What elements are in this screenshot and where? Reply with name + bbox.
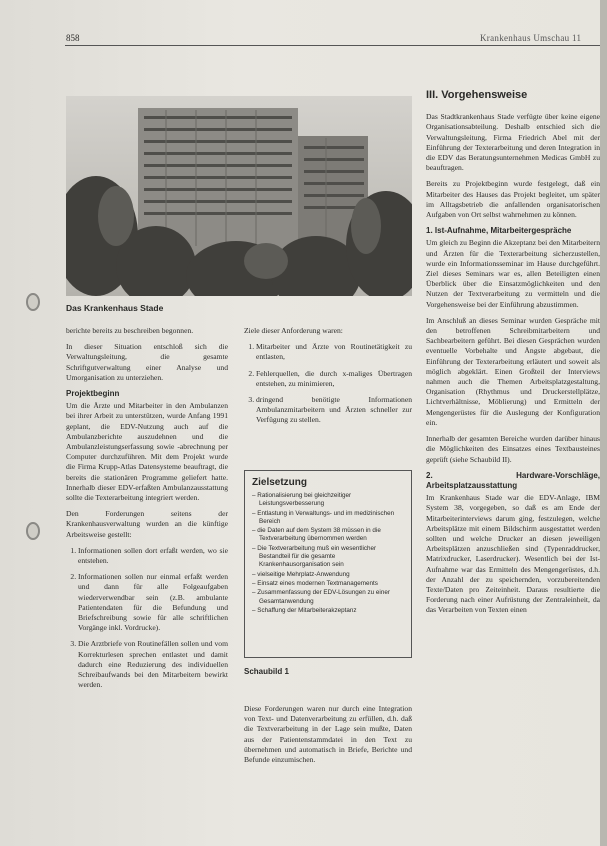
box-list [252, 492, 404, 615]
column-1 [66, 326, 228, 697]
paragraph: berichte bereits zu beschreiben begonnen. [66, 326, 194, 335]
paragraph: Den Forderungen seitens der Krankenhausverwaltung wurden an die künftige Arbeitsweise gestellt: [66, 509, 228, 539]
list-item: – vielseitige Mehrplatz-Anwendung [252, 571, 404, 579]
photo-caption: Das Krankenhaus Stade [66, 303, 164, 313]
paragraph: Im Anschluß an dieses Seminar wurden Gespräche mit den betroffenen Schreibmitarbeitern und Sachbearbeitern geführt. Bei diesen Gesprächen wurden eventuelle Vorbehalte und Ängste abgebaut, die Einführung der Texterarbeitung erläutert und soweit als möglich abgeklärt. Einen Großteil der Interviews nahmen auch die Themen Arbeitsplatzgestaltung, Organisation (Rhythmus und Druckerstellplätze, Lichtverhältnisse, Möblierung) und Ermitteln der Mengengerüstes für die Auslegung der Konfiguration ein. [426, 315, 600, 427]
zielsetzung-box [244, 470, 412, 658]
hospital-building-photo [66, 96, 412, 296]
figure-label: Schaubild 1 [244, 667, 289, 676]
paragraph: Bereits zu Projektbeginn wurde festgelegt, daß ein Mitarbeiter des Hauses das Projekt begleitet, um später im Alltagsbetrieb die anfallenden organisatorischen Aufgaben von Ort selbst wahrnehmen zu können. [426, 179, 600, 220]
list-item: – Zusammenfassung der EDV-Lösungen zu einer Gesamtanwendung [252, 589, 404, 606]
subsection-heading: 2. Hardware-Vorschläge, Arbeitsplatzausstattung [426, 470, 600, 490]
running-head: Krankenhaus Umschau 11 [480, 33, 582, 43]
paragraph: Innerhalb der gesamten Bereiche wurden darüber hinaus die Möglichkeiten des Einsatzes eines Textbausteines geprüft (siehe Schaubild II). [426, 434, 600, 464]
list-item: 3. Die Arztbriefe von Routinefällen sollen und vom Korrekturlesen sprechen entlastet und damit dadurch eine Reduzierung des individuellen Schreibaufwands bei den Mitarbeitern bewirkt werden. [78, 639, 228, 690]
list-item: 1. Mitarbeiter und Ärzte von Routinetätigkeit zu entlasten, [256, 342, 412, 362]
list-item: – Die Textverarbeitung muß ein wesentlicher Bestandteil für die gesamte Krankenhausorganisation sein [252, 545, 404, 570]
column-2-bottom [244, 704, 412, 771]
header-rule [65, 45, 600, 46]
column-2 [244, 326, 412, 432]
paragraph: Das Stadtkrankenhaus Stade verfügte über keine eigene Organisationsabteilung. Deshalb entschied sich die Verwaltungsleitung, Firma Friedrich Abel mit der Einführung der Texterarbeitung und deren Integration in die EDV das Beratungsunternehmen Medicas GmbH zu beauftragen. [426, 112, 600, 173]
list-item: 2. Fehlerquellen, die durch x-maliges Übertragen entstehen, zu minimieren, [256, 369, 412, 389]
list-item: 2. Informationen sollen nur einmal erfaßt werden und dann für alle Folgeaufgaben wiederverwendbar sein (z.B. ambulante Patientendaten für die Befundung und Briefschreibung sowie für alle schriftlichen Vorgänge inkl. Vordrucke). [78, 572, 228, 633]
subsection-heading: 1. Ist-Aufnahme, Mitarbeitergespräche [426, 226, 572, 236]
paragraph: In dieser Situation entschloß sich die Verwaltungsleitung, die gesamte Schriftgutverwaltung einer Analyse und Umorganisation zu unterziehen. [66, 342, 228, 382]
requirements-list [66, 546, 228, 691]
list-item: – die Daten auf dem System 38 müssen in die Textverarbeitung übernommen werden [252, 527, 404, 544]
binder-hole-top [26, 293, 40, 311]
list-item: – Entlastung in Verwaltungs- und im medizinischen Bereich [252, 510, 404, 527]
box-title: Zielsetzung [252, 477, 308, 488]
paragraph: Ziele dieser Anforderung waren: [244, 326, 343, 335]
column-3 [426, 90, 600, 622]
section-heading: Projektbeginn [66, 389, 120, 399]
list-item: – Schaffung der Mitarbeiterakzeptanz [252, 607, 404, 615]
list-item: – Rationalisierung bei gleichzeitiger Leistungsverbesserung [252, 492, 404, 509]
list-item: 3. dringend benötigte Informationen Ambulanzmitarbeitern und Ärzten schneller zur Verfügung zu stellen. [256, 395, 412, 426]
paragraph: Diese Forderungen waren nur durch eine Integration von Text- und Datenverarbeitung zu erfüllen, d.h. daß die Textverarbeitung in der Lage sein mußte, Daten aus der Patientenstammdatei in den Text zu übernehmen und automatisch in Briefe, Berichte und Befunde einzumischen. [244, 704, 412, 765]
list-item: 1. Informationen sollen dort erfaßt werden, wo sie entstehen. [78, 546, 228, 566]
paragraph: Um gleich zu Beginn die Akzeptanz bei den Mitarbeitern und Ärzten für die Texterarbeitung sicherzustellen, wurde ein Informationsseminar im Hause durchgeführt. Ziel dieses Seminars war es, allen Beteiligten einen Überblick über die Einsatzmöglichkeiten und den Nutzen der Textverarbeitung zu vermitteln und die Vorgehensweise bei der Einführung abzustimmen. [426, 238, 600, 309]
goals-list [244, 342, 412, 425]
paragraph: Im Krankenhaus Stade war die EDV-Anlage, IBM System 38, vorgegeben, so daß es am Ende der Mitarbeiterinterviews darum ging, festzulegen, welche Arbeitsplätze mit einem Bildschirm ausgestattet werden sollten und welche Drucker an diesen jeweiligen Arbeitsplätzen anzuschließen sind (Typenraddrucker, Matrixdrucker, Laserdrucker). Wesentlich bei der Ist-Aufnahme war das Ermitteln des Mengengerüstes, d.h. der Anzahl der zu speichernden, vorzubereitenden Texte/Daten pro Zeiteinheit. Daraus resultierte die Forderung nach einer Aufrüstung der Zentraleinheit, da das Verarbeiten von Texten einen [426, 493, 600, 615]
binder-hole-bottom [26, 522, 40, 540]
list-item: – Einsatz eines modernen Textmanagements [252, 580, 404, 588]
section-title: III. Vorgehensweise [426, 89, 528, 101]
page-number: 858 [66, 33, 80, 43]
paragraph: Um die Ärzte und Mitarbeiter in den Ambulanzen bei ihrer Arbeit zu unterstützen, wurde Anfang 1991 geplant, die EDV-Nutzung auch auf die Ambulanzberichte auszudehnen und die Ambulanzleistungserfassung sowie -abrechnung per Computer durchzuführen. Mit dem Projekt wurde die Firma Krupp-Atlas Datensysteme beauftragt, die bereits die stationären Programme geliefert hatte. Innerhalb dieser EDV-erfaßten Ambulanzausstattung sollte die Texterarbeitung integriert werden. [66, 401, 228, 503]
